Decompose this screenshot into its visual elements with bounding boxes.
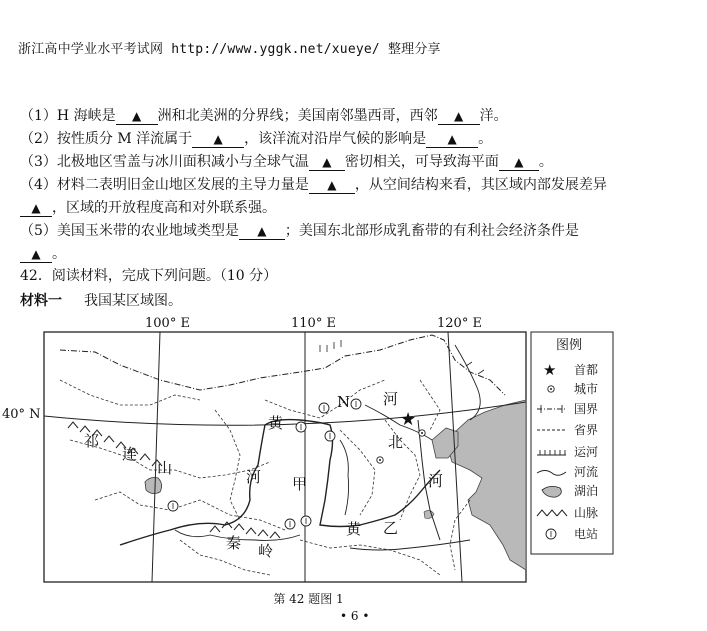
q1-blank-2: ▲ — [438, 108, 480, 125]
q1-text-1: （1）H 海峡是 — [20, 108, 116, 124]
lon-label-110: 110° E — [291, 316, 336, 331]
legend-label-river: 河流 — [574, 465, 599, 479]
q1-text-2: 洲和北美洲的分界线；美国南邻墨西哥，西邻 — [157, 108, 438, 124]
q5-text-1: （5）美国玉米带的农业地域类型是 — [20, 223, 239, 239]
legend-capital-icon: ★ — [543, 361, 557, 379]
question-42-title: 42．阅读材料，完成下列问题。（10 分） — [20, 268, 278, 284]
label-huang-1: 黄 — [268, 414, 284, 432]
q2-text-1: （2）按性质分 M 洋流属于 — [20, 131, 193, 147]
q3-blank-1: ▲ — [309, 154, 345, 171]
q2-blank-2: ▲ — [426, 131, 478, 148]
legend-label-province: 省界 — [574, 423, 599, 437]
legend-label-lake: 湖泊 — [574, 484, 599, 498]
lake-qinghai — [145, 478, 162, 494]
label-he-n: 河 — [383, 390, 399, 408]
q2-text-3: 。 — [478, 131, 493, 147]
q3-text-2: 密切相关，可导致海平面 — [344, 154, 499, 170]
q2-blank-1: ▲ — [192, 131, 244, 148]
material-1-label: 材料一 — [20, 293, 62, 309]
label-lian: 连 — [122, 445, 138, 463]
label-qi: 祁 — [84, 432, 100, 450]
label-yi: 乙 — [383, 519, 399, 537]
label-he-1: 河 — [246, 468, 262, 486]
q4-text-3: ，区域的开放程度高和对外联系强。 — [52, 200, 276, 216]
q5-text-3: 。 — [52, 246, 66, 262]
lon-label-100: 100° E — [145, 316, 190, 331]
legend-label-city: 城市 — [574, 382, 599, 396]
lon-label-120: 120° E — [437, 316, 482, 331]
q5-blank-2: ▲ — [20, 246, 52, 263]
label-qin: 秦 — [226, 534, 242, 552]
q1-blank-1: ▲ — [116, 108, 158, 125]
capital-star-icon: ★ — [400, 409, 417, 430]
legend-label-canal: 运河 — [574, 445, 599, 459]
q4-blank-1: ▲ — [309, 177, 355, 194]
q4-text-1: （4）材料二表明旧金山地区发展的主导力量是 — [20, 177, 309, 193]
legend-title: 图例 — [556, 338, 583, 353]
material-1-text: 我国某区域图。 — [84, 293, 182, 309]
q5-text-2: ；美国东北部形成乳畜带的有利社会经济条件是 — [284, 223, 579, 239]
q5-blank-1: ▲ — [239, 223, 285, 240]
label-jia: 甲 — [292, 475, 308, 493]
label-N: N — [337, 393, 351, 411]
figure-caption: 第 42 题图 1 — [273, 592, 344, 606]
label-ling: 岭 — [258, 542, 274, 560]
q3-text-3: 。 — [538, 154, 553, 170]
q2-text-2: ，该洋流对沿岸气候的影响是 — [244, 131, 427, 147]
legend-label-mountain: 山脉 — [574, 506, 599, 520]
q4-blank-2: ▲ — [20, 200, 52, 217]
legend-label-power-station: 电站 — [574, 527, 599, 541]
q3-text-1: （3）北极地区雪盖与冰川面积减小与全球气温 — [20, 154, 309, 170]
label-he-2: 河 — [428, 472, 444, 490]
q1-text-3: 洋。 — [479, 108, 508, 124]
lat-label-40: 40° N — [2, 407, 41, 422]
q4-text-2: ，从空间结构来看，其区域内部发展差异 — [354, 177, 607, 193]
legend-label-border: 国界 — [574, 402, 599, 416]
page-header: 浙江高中学业水平考试网 http://www.yggk.net/xueye/ 整理分享 — [18, 42, 441, 57]
label-shan: 山 — [157, 459, 173, 477]
label-huang-2: 黄 — [346, 520, 362, 538]
page-number: • 6 • — [340, 609, 370, 623]
label-bei: 北 — [388, 433, 404, 451]
q3-blank-2: ▲ — [499, 154, 539, 171]
legend-label-capital: 首都 — [574, 363, 599, 377]
